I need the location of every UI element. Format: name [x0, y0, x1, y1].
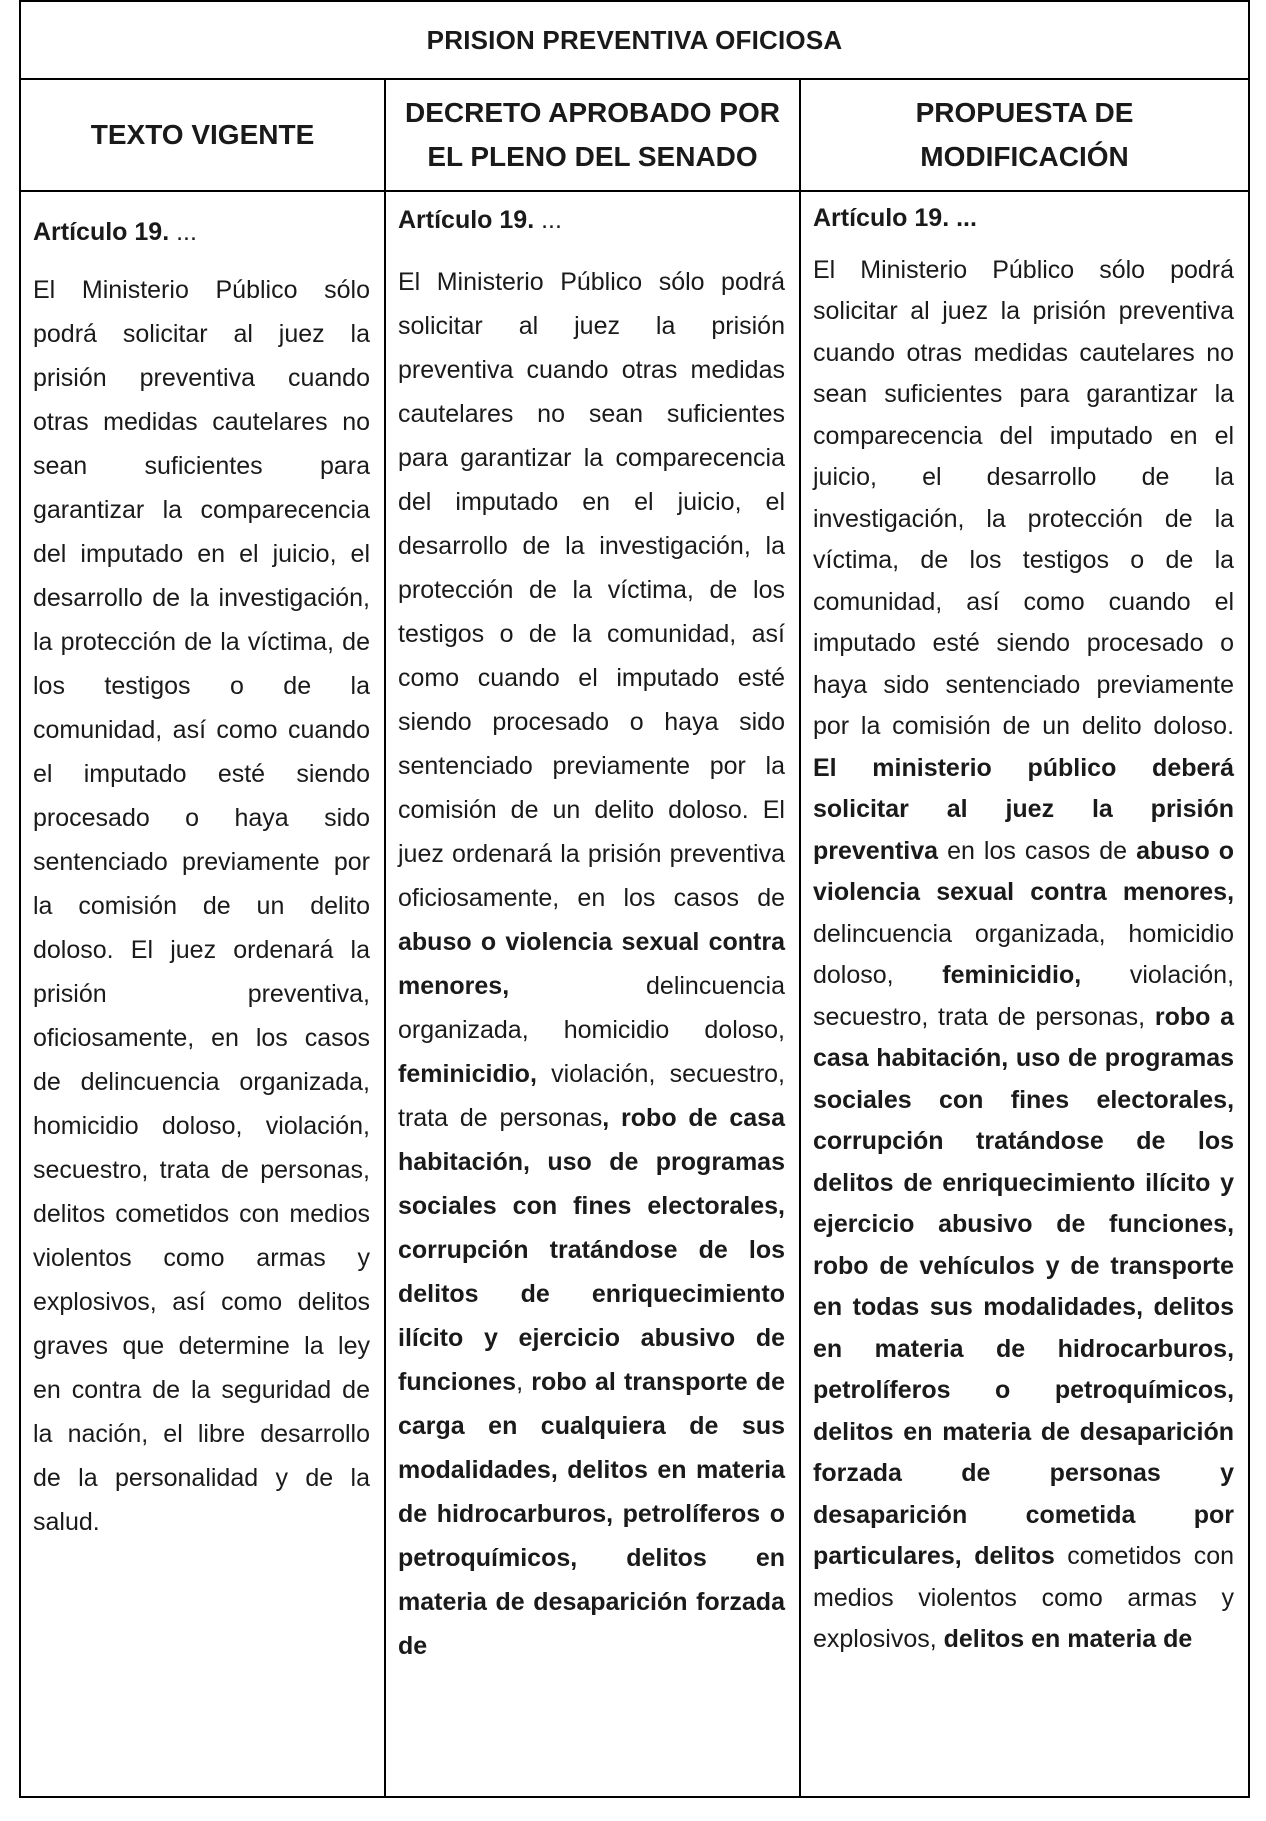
text-segment: El Ministerio Público sólo podrá solicitar al juez la prisión preventiva cuando otras medidas cautelares no sean suficientes para garantizar la comparecencia del imputado en el juicio, el desarrollo de la investigación, la protección de la víctima, de los testigos o de la comunidad, así como cuando el imputado esté siendo procesado o haya sido sentenciado previamente por la comisión de un delito doloso. El juez ordenará la prisión preventiva oficiosamente, en los casos de: [398, 268, 785, 912]
text-segment: cometidos con medios violentos como armas y explosivos,: [813, 1542, 1235, 1653]
text-segment: violación, secuestro, trata de personas,: [813, 961, 1235, 1031]
bold-segment: El ministerio público deberá solicitar al juez la prisión preventiva: [813, 753, 1235, 865]
header-decreto-aprobado: DECRETO APROBADO POR EL PLENO DEL SENADO: [385, 79, 800, 191]
text-segment: delincuencia organizada, homicidio doloso,: [813, 919, 1235, 989]
article-paragraph: [398, 260, 785, 1668]
column-propuesta-modificacion: [800, 191, 1249, 1797]
article-label: Artículo 19.: [398, 206, 535, 234]
comparison-table: [19, 0, 1250, 1798]
text-segment: ,: [516, 1368, 532, 1396]
column-decreto-aprobado: [385, 191, 800, 1797]
text-segment: violación, secuestro, trata de personas: [398, 1060, 785, 1132]
bold-segment: robo a casa habitación, uso de programas sociales con fines electorales, corrupción tratándose de los delitos de enriquecimiento ilícito y ejercicio abusivo de funciones, robo de vehículos y de transporte en todas sus modalidades, delitos en materia de hidrocarburos, petrolíferos o petroquímicos, delitos en materia de desaparición forzada de personas y desaparición cometida por particulares, delitos: [813, 1002, 1235, 1570]
article-paragraph: El Ministerio Público sólo podrá solicitar al juez la prisión preventiva cuando otras medidas cautelares no sean suficientes para garantizar la comparecencia del imputado en el juicio, el desarrollo de la investigación, la protección de la víctima, de los testigos o de la comunidad, así como cuando el imputado esté siendo procesado o haya sido sentenciado previamente por la comisión de un delito doloso. El juez ordenará la prisión preventiva, oficiosamente, en los casos de delincuencia organizada, homicidio doloso, violación, secuestro, trata de personas, delitos cometidos con medios violentos como armas y explosivos, así como delitos graves que determine la ley en contra de la seguridad de la nación, el libre desarrollo de la personalidad y de la salud.: [33, 276, 370, 1536]
text-segment: El Ministerio Público sólo podrá solicitar al juez la prisión preventiva cuando otras medidas cautelares no sean suficientes para garantizar la comparecencia del imputado en el juicio, el desarrollo de la investigación, la protección de la víctima, de los testigos o de la comunidad, así como cuando el imputado esté siendo procesado o haya sido sentenciado previamente por la comisión de un delito doloso.: [813, 255, 1235, 740]
text-segment: en los casos de: [938, 836, 1137, 865]
column-texto-vigente: [20, 191, 385, 1797]
article-label: Artículo 19. ...: [813, 204, 977, 232]
bold-segment: delitos en materia de: [943, 1625, 1193, 1653]
bold-segment: feminicidio,: [942, 961, 1082, 989]
bold-segment: , robo de casa habitación, uso de programas sociales con fines electorales, corrupción tratándose de los delitos de enriquecimiento ilícito y ejercicio abusivo de funciones: [398, 1104, 785, 1396]
article-ellipsis: ...: [534, 206, 562, 234]
article-heading: [398, 198, 785, 242]
text-segment: delincuencia organizada, homicidio doloso,: [398, 972, 785, 1044]
article-ellipsis: ...: [169, 218, 197, 246]
header-propuesta-modificacion: PROPUESTA DE MODIFICACIÓN: [800, 79, 1249, 191]
bold-segment: feminicidio,: [398, 1060, 537, 1088]
bold-segment: robo al transporte de carga en cualquiera de sus modalidades, delitos en materia de hidrocarburos, petrolíferos o petroquímicos, delitos en materia de desaparición forzada de: [398, 1368, 785, 1660]
article-heading: [813, 198, 1234, 240]
article-paragraph: [813, 250, 1234, 1661]
header-texto-vigente: TEXTO VIGENTE: [20, 79, 385, 191]
article-label: Artículo 19.: [33, 218, 170, 246]
bold-segment: abuso o violencia sexual contra menores,: [813, 836, 1235, 906]
table-title: PRISION PREVENTIVA OFICIOSA: [20, 1, 1249, 79]
article-heading: [33, 210, 370, 254]
bold-segment: abuso o violencia sexual contra menores,: [398, 928, 785, 1000]
